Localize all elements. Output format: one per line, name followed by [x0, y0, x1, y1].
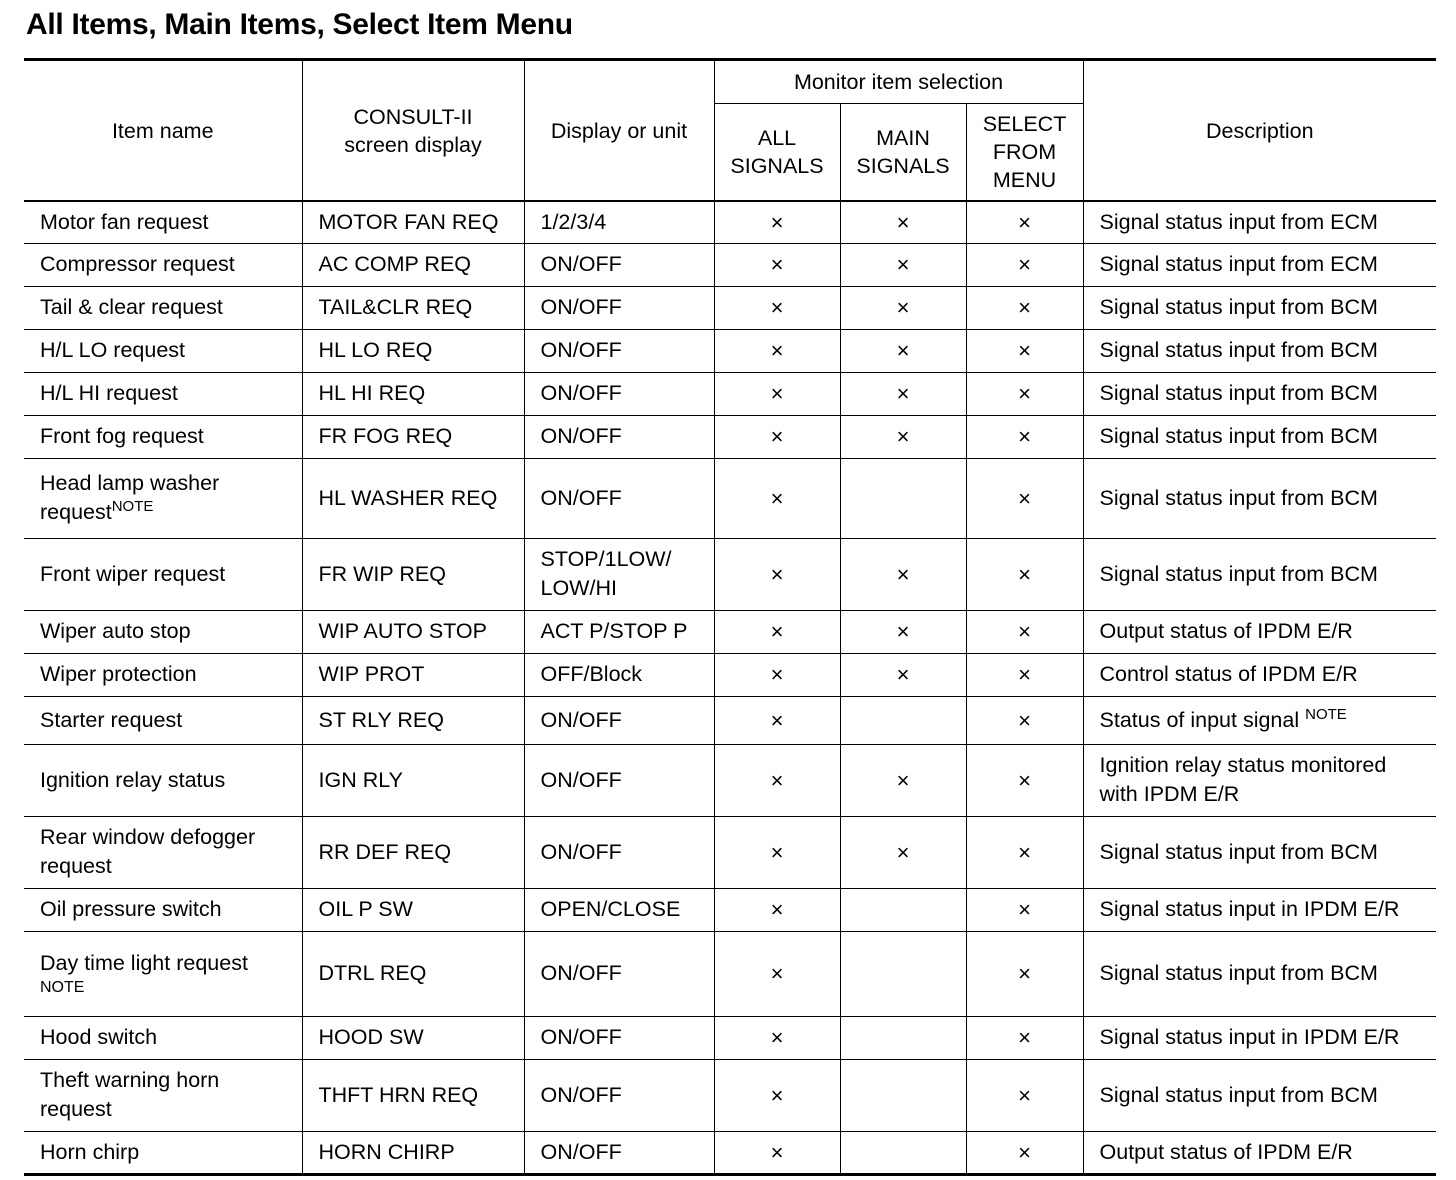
display-unit-cell: ON/OFF [524, 415, 714, 458]
screen-display-cell: HORN CHIRP [302, 1131, 524, 1174]
main-signals-mark: × [840, 415, 966, 458]
table-row [24, 243, 1436, 286]
select-menu-mark: × [966, 744, 1083, 816]
header-consult-screen: CONSULT-II screen display [302, 60, 524, 202]
description-cell: Output status of IPDM E/R [1083, 610, 1436, 653]
table-row [24, 329, 1436, 372]
screen-display-cell: AC COMP REQ [302, 243, 524, 286]
header-display-unit: Display or unit [524, 60, 714, 202]
table-row [24, 653, 1436, 696]
main-signals-mark: × [840, 243, 966, 286]
screen-display-cell: RR DEF REQ [302, 816, 524, 888]
all-signals-mark: × [714, 1131, 840, 1174]
display-unit-cell: 1/2/3/4 [524, 201, 714, 243]
all-signals-mark: × [714, 653, 840, 696]
table-body [24, 201, 1436, 1174]
select-menu-mark: × [966, 201, 1083, 243]
main-signals-mark [840, 696, 966, 744]
select-menu-mark: × [966, 653, 1083, 696]
main-signals-mark [840, 888, 966, 931]
screen-display-cell: IGN RLY [302, 744, 524, 816]
screen-display-cell: HL LO REQ [302, 329, 524, 372]
item-name-cell: Front wiper request [24, 538, 302, 610]
table-row [24, 931, 1436, 1016]
item-name-cell: Head lamp washer request$^{NOTE}$ [24, 458, 302, 538]
item-name-cell: Day time light request NOTE [24, 931, 302, 1016]
select-menu-mark: × [966, 286, 1083, 329]
screen-display-cell: WIP AUTO STOP [302, 610, 524, 653]
screen-display-cell: HL WASHER REQ [302, 458, 524, 538]
item-name-cell: Starter request [24, 696, 302, 744]
all-signals-mark: × [714, 372, 840, 415]
main-signals-mark [840, 1131, 966, 1174]
display-unit-cell: ON/OFF [524, 243, 714, 286]
all-signals-mark: × [714, 329, 840, 372]
item-name-cell: Oil pressure switch [24, 888, 302, 931]
select-menu-mark: × [966, 415, 1083, 458]
main-signals-mark [840, 1016, 966, 1059]
screen-display-cell: WIP PROT [302, 653, 524, 696]
main-signals-mark: × [840, 744, 966, 816]
table-row [24, 286, 1436, 329]
item-name-cell: H/L LO request [24, 329, 302, 372]
select-menu-mark: × [966, 1059, 1083, 1131]
table-row [24, 372, 1436, 415]
screen-display-cell: HOOD SW [302, 1016, 524, 1059]
header-monitor-item-selection: Monitor item selection [714, 60, 1083, 104]
select-menu-mark: × [966, 696, 1083, 744]
all-signals-mark: × [714, 816, 840, 888]
table-row [24, 201, 1436, 243]
select-menu-mark: × [966, 888, 1083, 931]
description-cell: Signal status input from BCM [1083, 415, 1436, 458]
display-unit-cell: ON/OFF [524, 458, 714, 538]
item-name-cell: Rear window defogger request [24, 816, 302, 888]
header-main-signals: MAIN SIGNALS [840, 104, 966, 202]
all-signals-mark: × [714, 744, 840, 816]
select-menu-mark: × [966, 538, 1083, 610]
item-name-cell: Ignition relay status [24, 744, 302, 816]
all-signals-mark: × [714, 286, 840, 329]
display-unit-cell: ON/OFF [524, 696, 714, 744]
display-unit-cell: OPEN/CLOSE [524, 888, 714, 931]
main-signals-mark: × [840, 201, 966, 243]
all-signals-mark: × [714, 1016, 840, 1059]
item-name-cell: Front fog request [24, 415, 302, 458]
main-signals-mark: × [840, 372, 966, 415]
all-signals-mark: × [714, 931, 840, 1016]
all-signals-mark: × [714, 610, 840, 653]
select-menu-mark: × [966, 1016, 1083, 1059]
description-cell: Control status of IPDM E/R [1083, 653, 1436, 696]
main-signals-mark [840, 458, 966, 538]
select-menu-mark: × [966, 610, 1083, 653]
description-cell: Signal status input from BCM [1083, 329, 1436, 372]
display-unit-cell: ON/OFF [524, 1059, 714, 1131]
display-unit-cell: STOP/1LOW/ LOW/HI [524, 538, 714, 610]
description-cell: Signal status input from BCM [1083, 816, 1436, 888]
all-signals-mark: × [714, 696, 840, 744]
page-title: All Items, Main Items, Select Item Menu [26, 8, 573, 41]
item-name-cell: Compressor request [24, 243, 302, 286]
table-row [24, 1131, 1436, 1174]
table-row [24, 816, 1436, 888]
select-menu-mark: × [966, 372, 1083, 415]
screen-display-cell: TAIL&CLR REQ [302, 286, 524, 329]
description-cell: Signal status input from BCM [1083, 458, 1436, 538]
select-menu-mark: × [966, 931, 1083, 1016]
display-unit-cell: ON/OFF [524, 1016, 714, 1059]
note-marker: NOTE [1305, 705, 1347, 723]
item-name-cell: Hood switch [24, 1016, 302, 1059]
header-item-name: Item name [24, 60, 302, 202]
item-name-cell: Tail & clear request [24, 286, 302, 329]
description-cell: Signal status input from BCM [1083, 1059, 1436, 1131]
display-unit-cell: ON/OFF [524, 744, 714, 816]
item-name-cell: Motor fan request [24, 201, 302, 243]
main-signals-mark [840, 1059, 966, 1131]
select-menu-mark: × [966, 1131, 1083, 1174]
note-marker: NOTE [40, 979, 85, 996]
all-signals-mark: × [714, 538, 840, 610]
screen-display-cell: OIL P SW [302, 888, 524, 931]
display-unit-cell: OFF/Block [524, 653, 714, 696]
select-menu-mark: × [966, 243, 1083, 286]
monitor-items-table [24, 58, 1436, 1176]
display-unit-cell: ON/OFF [524, 286, 714, 329]
all-signals-mark: × [714, 458, 840, 538]
table-row [24, 1059, 1436, 1131]
screen-display-cell: THFT HRN REQ [302, 1059, 524, 1131]
description-cell: Signal status input in IPDM E/R [1083, 1016, 1436, 1059]
all-signals-mark: × [714, 888, 840, 931]
table-row [24, 458, 1436, 538]
description-cell: Signal status input from BCM [1083, 286, 1436, 329]
table-row [24, 415, 1436, 458]
main-signals-mark: × [840, 538, 966, 610]
main-signals-mark [840, 931, 966, 1016]
main-signals-mark: × [840, 653, 966, 696]
item-name-cell: H/L HI request [24, 372, 302, 415]
screen-display-cell: MOTOR FAN REQ [302, 201, 524, 243]
item-name-cell: Wiper protection [24, 653, 302, 696]
description-cell: Signal status input in IPDM E/R [1083, 888, 1436, 931]
description-cell: Signal status input from BCM [1083, 931, 1436, 1016]
header-description: Description [1083, 60, 1436, 202]
table-row [24, 744, 1436, 816]
display-unit-cell: ON/OFF [524, 816, 714, 888]
table-row [24, 696, 1436, 744]
table-row [24, 1016, 1436, 1059]
select-menu-mark: × [966, 329, 1083, 372]
description-cell: Signal status input from BCM [1083, 372, 1436, 415]
select-menu-mark: × [966, 458, 1083, 538]
display-unit-cell: ACT P/STOP P [524, 610, 714, 653]
screen-display-cell: DTRL REQ [302, 931, 524, 1016]
description-cell: Signal status input from ECM [1083, 243, 1436, 286]
screen-display-cell: FR FOG REQ [302, 415, 524, 458]
description-cell: Signal status input from ECM [1083, 201, 1436, 243]
display-unit-cell: ON/OFF [524, 931, 714, 1016]
main-signals-mark: × [840, 610, 966, 653]
all-signals-mark: × [714, 201, 840, 243]
display-unit-cell: ON/OFF [524, 329, 714, 372]
description-cell: Output status of IPDM E/R [1083, 1131, 1436, 1174]
display-unit-cell: ON/OFF [524, 1131, 714, 1174]
main-signals-mark: × [840, 816, 966, 888]
screen-display-cell: ST RLY REQ [302, 696, 524, 744]
table-row [24, 888, 1436, 931]
all-signals-mark: × [714, 415, 840, 458]
display-unit-cell: ON/OFF [524, 372, 714, 415]
table-row [24, 538, 1436, 610]
select-menu-mark: × [966, 816, 1083, 888]
description-cell: Ignition relay status monitored with IPDM E/R [1083, 744, 1436, 816]
main-signals-mark: × [840, 286, 966, 329]
screen-display-cell: HL HI REQ [302, 372, 524, 415]
table-row [24, 610, 1436, 653]
all-signals-mark: × [714, 1059, 840, 1131]
main-signals-mark: × [840, 329, 966, 372]
item-name-cell: Horn chirp [24, 1131, 302, 1174]
item-name-cell: Theft warning horn request [24, 1059, 302, 1131]
header-all-signals: ALL SIGNALS [714, 104, 840, 202]
note-marker: NOTE [111, 498, 154, 515]
screen-display-cell: FR WIP REQ [302, 538, 524, 610]
description-cell: Status of input signal $^{NOTE}$ [1083, 696, 1436, 744]
item-name-cell: Wiper auto stop [24, 610, 302, 653]
description-cell: Signal status input from BCM [1083, 538, 1436, 610]
all-signals-mark: × [714, 243, 840, 286]
header-select-from-menu: SELECT FROM MENU [966, 104, 1083, 202]
